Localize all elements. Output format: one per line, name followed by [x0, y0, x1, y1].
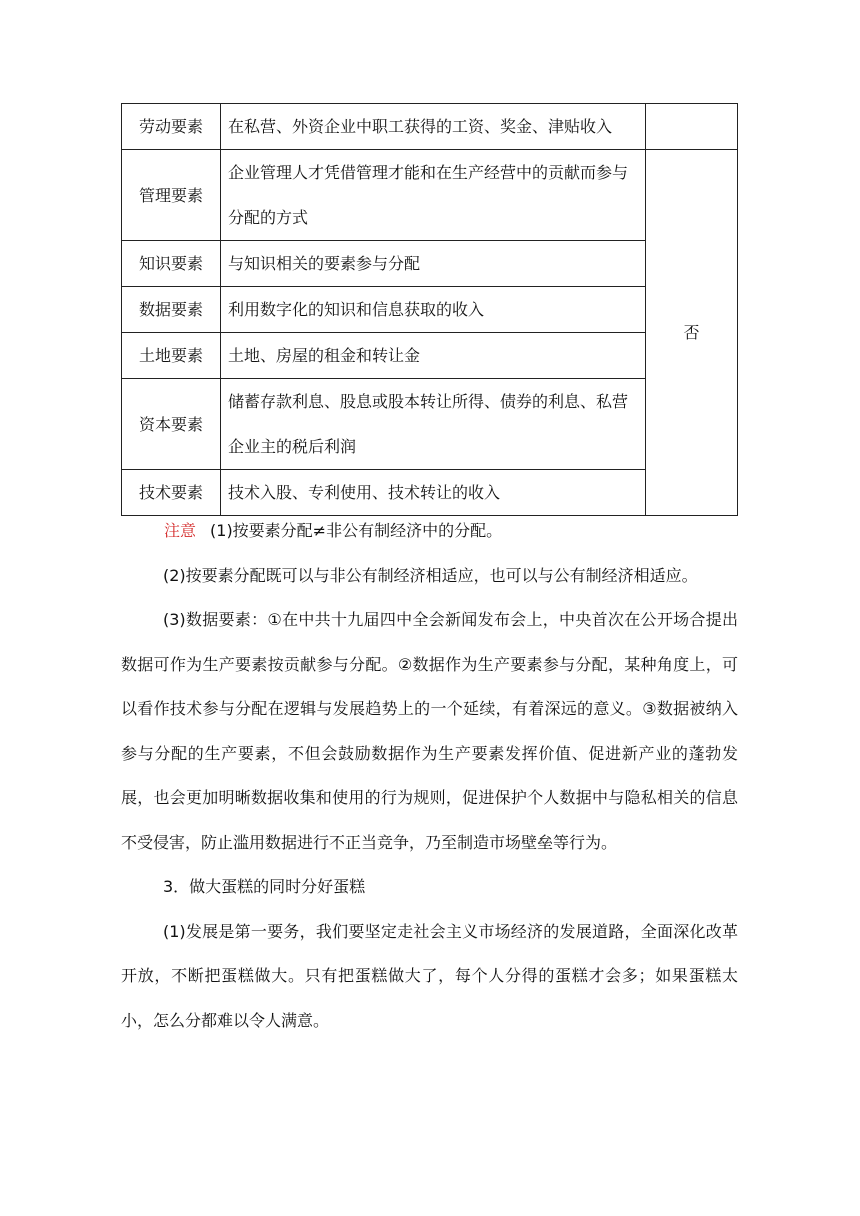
- table-row: [122, 287, 738, 333]
- table-row: [122, 241, 738, 287]
- factor-name: 管理要素: [122, 150, 221, 241]
- answer-cell: 否: [646, 150, 738, 516]
- note-label: 注意: [164, 521, 197, 540]
- factor-description: 在私营、外资企业中职工获得的工资、奖金、津贴收入: [221, 104, 646, 150]
- notes-section: [121, 509, 738, 1043]
- factor-name: 技术要素: [122, 470, 221, 516]
- factor-description: 技术入股、专利使用、技术转让的收入: [221, 470, 646, 516]
- section-paragraph: (1)发展是第一要务，我们要坚定走社会主义市场经济的发展道路，全面深化改革开放，不断把蛋糕做大。只有把蛋糕做大了，每个人分得的蛋糕才会多；如果蛋糕太小，怎么分都难以令人满意。: [121, 921, 738, 1030]
- answer-cell-empty: [646, 104, 738, 150]
- note-paragraph: (3)数据要素：①在中共十九届四中全会新闻发布会上，中央首次在公开场合提出数据可作为生产要素按贡献参与分配。②数据作为生产要素参与分配，某种角度上，可以看作技术参与分配在逻辑与发展趋势上的一个延续，有着深远的意义。③数据被纳入参与分配的生产要素，不但会鼓励数据作为生产要素发挥价值、促进新产业的蓬勃发展，也会更加明晰数据收集和使用的行为规则，促进保护个人数据中与隐私相关的信息不受侵害，防止滥用数据进行不正当竞争，乃至制造市场壁垒等行为。: [121, 610, 738, 852]
- note-item: (1)按要素分配≠非公有制经济中的分配。: [210, 521, 503, 540]
- distribution-factors-table: [121, 103, 738, 516]
- factor-name: 资本要素: [122, 379, 221, 470]
- factor-description: 土地、房屋的租金和转让金: [221, 333, 646, 379]
- table-row: [122, 150, 738, 241]
- table-row: [122, 104, 738, 150]
- factor-description: 与知识相关的要素参与分配: [221, 241, 646, 287]
- note-paragraph: [121, 509, 738, 554]
- factor-name: 土地要素: [122, 333, 221, 379]
- factor-description: 利用数字化的知识和信息获取的收入: [221, 287, 646, 333]
- section-heading: 3．做大蛋糕的同时分好蛋糕: [163, 877, 366, 896]
- factor-name: 知识要素: [122, 241, 221, 287]
- table-row: [122, 333, 738, 379]
- factor-name: 数据要素: [122, 287, 221, 333]
- factor-name: 劳动要素: [122, 104, 221, 150]
- factor-description: 企业管理人才凭借管理才能和在生产经营中的贡献而参与分配的方式: [221, 150, 646, 241]
- note-paragraph: (2)按要素分配既可以与非公有制经济相适应，也可以与公有制经济相适应。: [163, 565, 698, 585]
- factor-description: 储蓄存款利息、股息或股本转让所得、债券的利息、私营企业主的税后利润: [221, 379, 646, 470]
- table-row: [122, 379, 738, 470]
